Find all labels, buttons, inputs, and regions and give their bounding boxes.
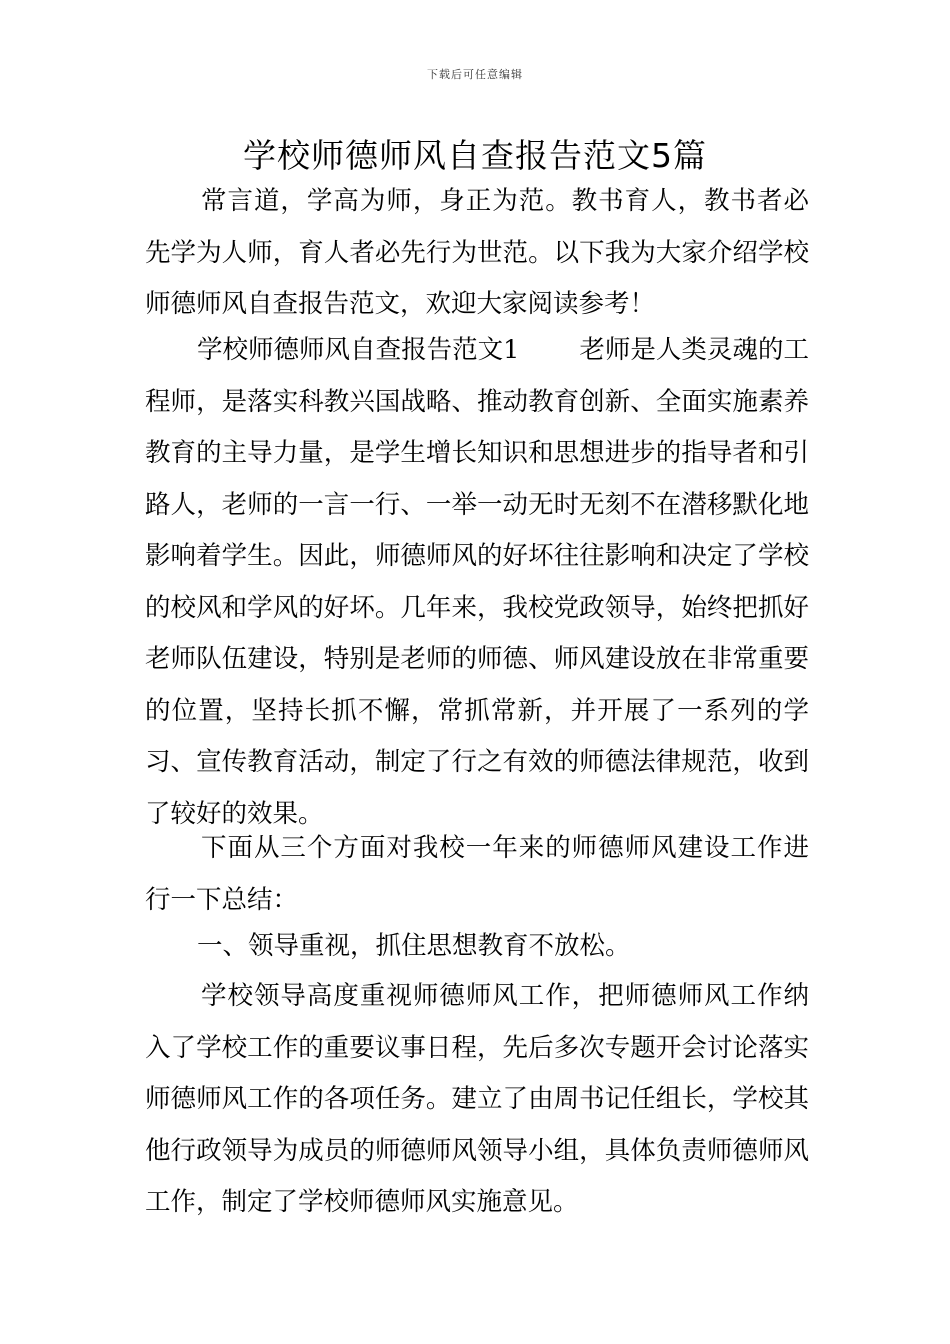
section-body: 老师是人类灵魂的工程师，是落实科教兴国战略、推动教育创新、全面实施素养教育的主导力量，是学生增长知识和思想进步的指导者和引路人，老师的一言一行、一举一动无时无刻不在潜移默化地影响着学生。因此，师德师风的好坏往往影响和决定了学校的校风和学风的好坏。几年来，我校党政领导，始终把抓好老师队伍建设，特别是老师的师德、师风建设放在非常重要的位置，坚持长抓不懈，常抓常新，并开展了一系列的学习、宣传教育活动，制定了行之有效的师德法律规范，收到了较好的效果。: [145, 335, 809, 829]
summary-intro-paragraph: 下面从三个方面对我校一年来的师德师风建设工作进行一下总结：: [145, 833, 809, 915]
point-one-heading-block: [145, 921, 809, 973]
intro-paragraph: 常言道，学高为师，身正为范。教书育人，教书者必先学为人师，育人者必先行为世范。以下我为大家介绍学校师德师风自查报告范文，欢迎大家阅读参考！: [145, 186, 809, 319]
document-title: 学校师德师风自查报告范文5篇: [243, 136, 707, 175]
point-one-heading: 一、领导重视，抓住思想教育不放松。: [197, 931, 631, 961]
intro-paragraph-block: [145, 176, 809, 331]
section-one-paragraph: [145, 325, 809, 840]
section-one-block: [145, 325, 809, 840]
point-one-body-block: [145, 971, 809, 1229]
summary-intro-block: [145, 823, 809, 926]
header-note: 下载后可任意编辑: [427, 68, 523, 81]
point-one-body: 学校领导高度重视师德师风工作，把师德师风工作纳入了学校工作的重要议事日程，先后多次专题开会讨论落实师德师风工作的各项任务。建立了由周书记任组长，学校其他行政领导为成员的师德师风领导小组，具体负责师德师风工作，制定了学校师德师风实施意见。: [145, 981, 809, 1217]
section-heading: 学校师德师风自查报告范文1: [197, 335, 520, 365]
